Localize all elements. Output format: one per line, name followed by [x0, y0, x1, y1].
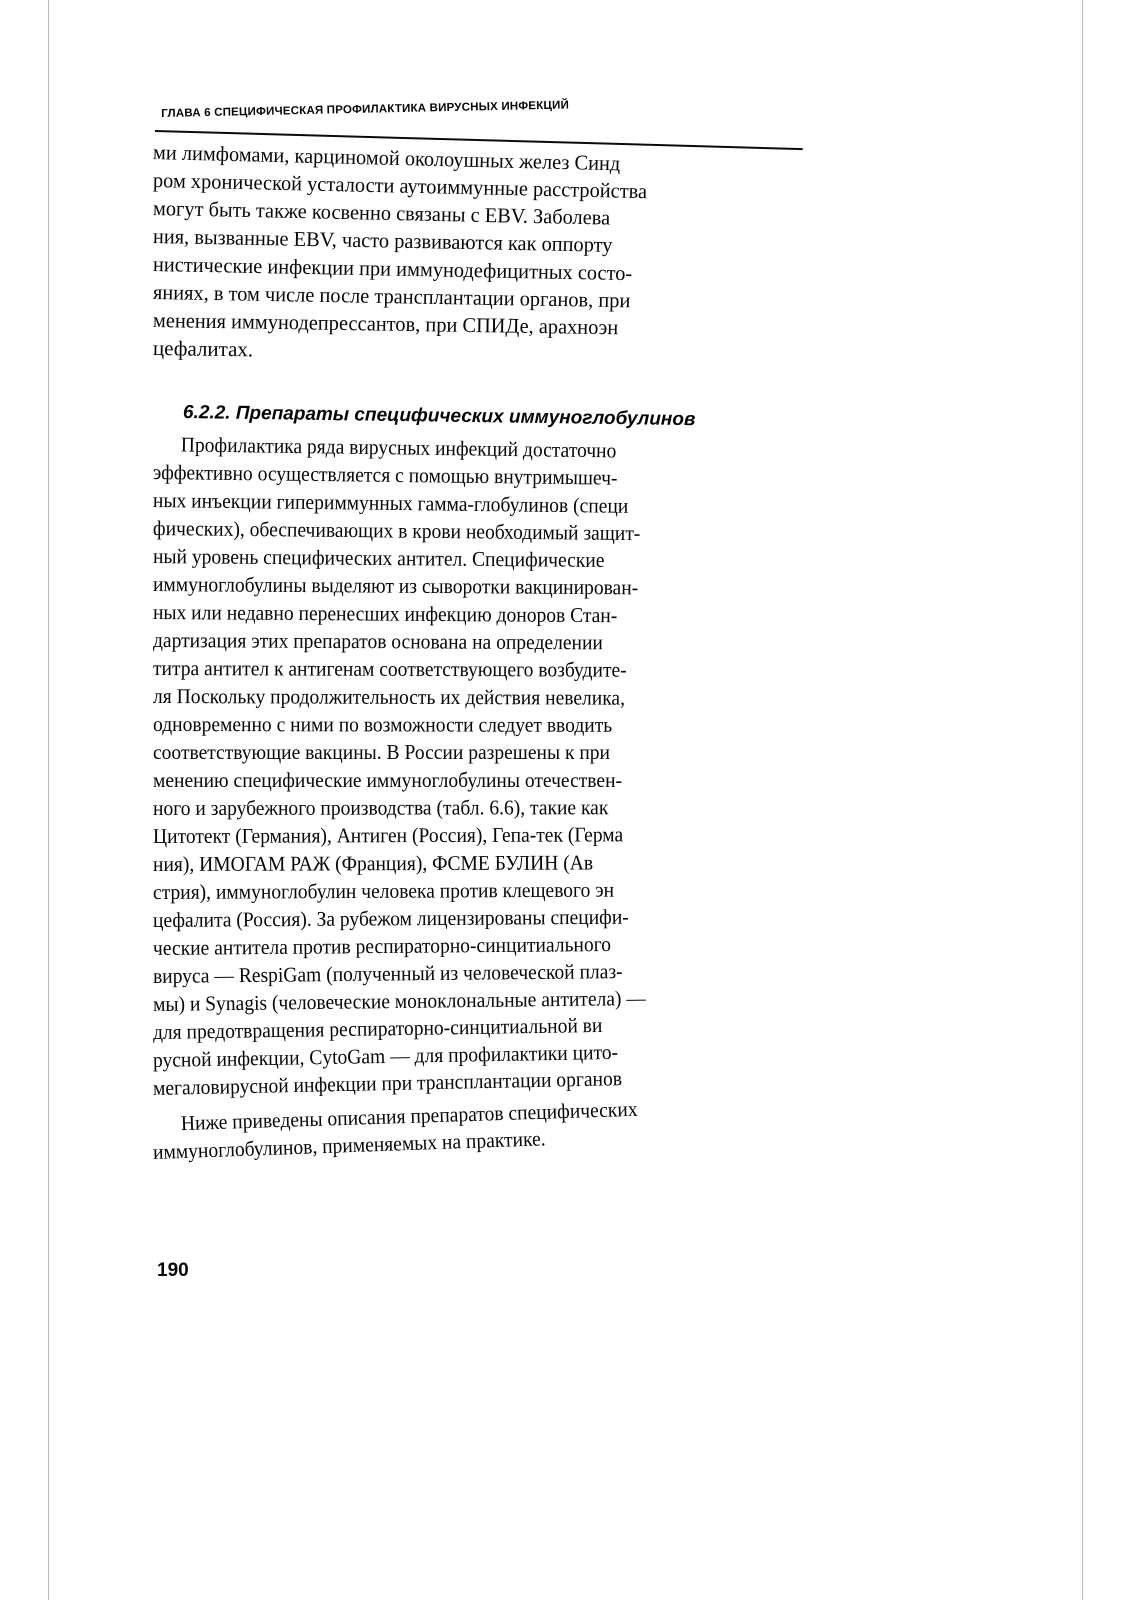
- text-line: вируса — RespiGam (полученный из человеческой плаз-: [152, 959, 623, 988]
- text-line: ческие антитела против респираторно-синцитиального: [152, 932, 612, 960]
- closing-paragraph: [152, 1096, 808, 1166]
- text-line: русной инфекции, CytoGam — для профилактики цито-: [152, 1039, 619, 1072]
- main-paragraph: [153, 430, 808, 1102]
- text-line: Профилактика ряда вирусных инфекций достаточно: [180, 432, 617, 463]
- text-line: ния), ИМОГАМ РАЖ (Франция), ФСМЕ БУЛИН (Ав: [152, 850, 594, 876]
- text-line: ный уровень специфических антител. Специфические: [152, 544, 605, 572]
- text-line: ных или недавно перенесших инфекцию доноров Стан-: [152, 600, 618, 628]
- text-line: фических), обеспечивающих в крови необходимый защит-: [152, 516, 641, 546]
- text-line: ния, вызванные EBV, часто развиваются как оппорту: [152, 224, 613, 257]
- text-line: дартизация этих препаратов основана на определении: [152, 628, 603, 655]
- text-line: яниях, в том числе после трансплантации органов, при: [152, 280, 631, 313]
- text-line: ром хронической усталости аутоиммунные расстройства: [152, 168, 648, 204]
- page-edge-right: [1082, 0, 1083, 1600]
- text-line: для предотвращения респираторно-синцитиальной ви: [152, 1012, 603, 1044]
- text-line: иммуноглобулинов, применяемых на практике.: [152, 1126, 546, 1164]
- text-line: ных инъекции гипериммунных гамма-глобулинов (специ: [152, 488, 629, 518]
- section-heading: 6.2.2. Препараты специфических иммуноглобулинов: [182, 402, 696, 431]
- text-line: ми лимфомами, карциномой околоушных желез Синд: [152, 140, 621, 176]
- text-line: цефалитах.: [152, 336, 254, 362]
- page-edge-left: [48, 0, 49, 1600]
- page-number: 190: [157, 1260, 189, 1281]
- text-line: стрия), иммуноглобулин человека против клещевого эн: [152, 877, 615, 904]
- text-line: менению специфические иммуноглобулины отечествен-: [153, 768, 623, 792]
- text-line: цефалита (Россия). За рубежом лицензированы специфи-: [152, 904, 629, 932]
- text-line: титра антител к антигенам соответствующего возбудите-: [152, 656, 627, 682]
- text-line: Ниже приведены описания препаратов специфических: [180, 1096, 638, 1136]
- text-line: ля Поскольку продолжительность их действия невелика,: [152, 684, 626, 710]
- text-line: нистические инфекции при иммунодефицитных состо-: [152, 252, 633, 286]
- text-line: мегаловирусной инфекции при трансплантации органов: [152, 1066, 623, 1100]
- text-line: могут быть также косвенно связаны с EBV. Заболева: [152, 196, 611, 230]
- top-paragraph: [153, 138, 808, 362]
- text-line: иммуноглобулины выделяют из сыворотки вакцинирован-: [152, 572, 639, 600]
- text-line: эффективно осуществляется с помощью внутримышеч-: [152, 460, 618, 490]
- text-line: менения иммунодепрессантов, при СПИДе, арахноэн: [152, 308, 619, 340]
- text-line: одновременно с ними по возможности следует вводить: [152, 712, 613, 737]
- text-line: соответствующие вакцины. В России разрешены к при: [153, 740, 610, 764]
- text-line: мы) и Synagis (человеческие моноклональные антитела) —: [152, 985, 647, 1016]
- text-line: ного и зарубежного производства (табл. 6.6), такие как: [152, 795, 609, 820]
- scanned-book-page: [145, 100, 825, 1320]
- running-head: ГЛАВА 6 СПЕЦИФИЧЕСКАЯ ПРОФИЛАКТИКА ВИРУСНЫХ ИНФЕКЦИЙ: [161, 99, 570, 120]
- text-line: Цитотект (Германия), Антиген (Россия), Гепа-тек (Герма: [152, 822, 624, 848]
